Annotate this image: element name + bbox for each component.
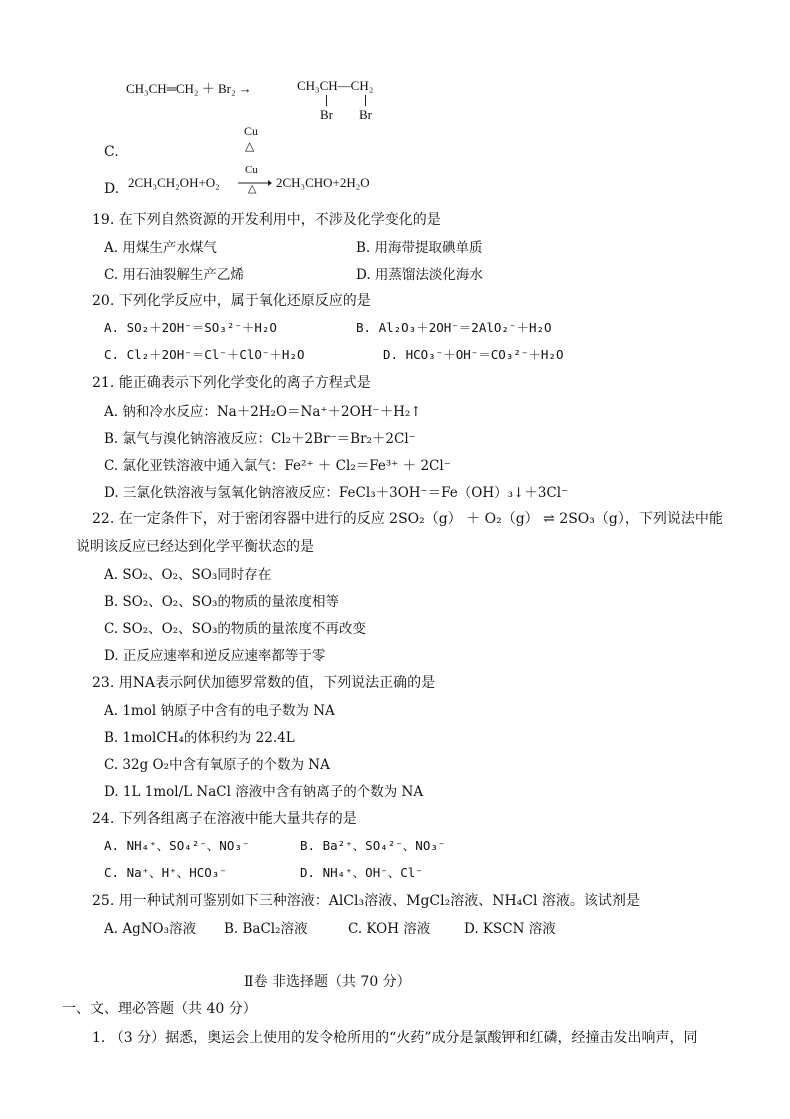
q23-stem: 23. 用NA表示阿伏加德罗常数的值，下列说法正确的是 xyxy=(92,675,436,691)
q22-option-a: A. SO₂、O₂、SO₃同时存在 xyxy=(104,567,272,583)
q24-stem: 24. 下列各组离子在溶液中能大量共存的是 xyxy=(92,811,357,827)
option-c-label: C. xyxy=(104,144,119,160)
q23-option-b: B. 1molCH₄的体积约为 22.4L xyxy=(104,730,295,746)
q19-option-d: D. 用蒸馏法淡化海水 xyxy=(356,267,483,283)
q20-stem: 20. 下列化学反应中，属于氧化还原反应的是 xyxy=(92,293,371,309)
reaction-c-rhs: CH₃CH—CH₂ xyxy=(297,78,374,93)
q22-stem-line1: 22. 在一定条件下，对于密闭容器中进行的反应 2SO₂（g） ＋ O₂（g） ⇌ 2SO₃（g），下列说法中能 xyxy=(92,511,723,527)
q21-option-d: D. 三氯化铁溶液与氢氧化钠溶液反应：FeCl₃＋3OH⁻＝Fe（OH）₃↓＋3Cl⁻ xyxy=(104,485,569,501)
reaction-d-rhs: 2CH₃CHO+2H₂O xyxy=(276,175,370,190)
q19-option-a: A. 用煤生产水煤气 xyxy=(104,240,217,256)
reaction-d-lhs: 2CH₃CH₂OH+O₂ xyxy=(128,175,220,190)
q19-stem: 19. 在下列自然资源的开发利用中，不涉及化学变化的是 xyxy=(92,212,441,228)
bromine-label-2: Br xyxy=(359,107,372,122)
q20-option-c: C. Cl₂＋2OH⁻＝Cl⁻＋ClO⁻＋H₂O xyxy=(104,347,305,362)
q25-option-d: D. KSCN 溶液 xyxy=(464,921,556,937)
q21-option-a: A. 钠和冷水反应：Na＋2H₂O＝Na⁺＋2OH⁻＋H₂↑ xyxy=(104,404,422,420)
q24-option-b: B. Ba²⁺、SO₄²⁻、NO₃⁻ xyxy=(300,838,446,853)
q24-option-a: A. NH₄⁺、SO₄²⁻、NO₃⁻ xyxy=(104,838,250,853)
q1-line: 1. （3 分）据悉，奥运会上使用的发令枪所用的“火药”成分是氯酸钾和红磷，经撞击发出响声，同 xyxy=(92,1030,698,1046)
reaction-c-lhs: CH₃CH═CH₂ ＋ Br₂ → xyxy=(126,81,252,96)
q24-option-c: C. Na⁺、H⁺、HCO₃⁻ xyxy=(104,865,227,880)
q21-option-c: C. 氯化亚铁溶液中通入氯气：Fe²⁺ ＋ Cl₂＝Fe³⁺ ＋ 2Cl⁻ xyxy=(104,458,451,474)
section-2-title: Ⅱ卷 非选择题（共 70 分） xyxy=(244,974,411,990)
q22-option-d: D. 正反应速率和逆反应速率都等于零 xyxy=(104,648,326,664)
q21-option-b: B. 氯气与溴化钠溶液反应：Cl₂＋2Br⁻＝Br₂＋2Cl⁻ xyxy=(104,431,416,447)
q19-option-b: B. 用海带提取碘单质 xyxy=(356,240,483,256)
q23-option-d: D. 1L 1mol/L NaCl 溶液中含有钠离子的个数为 NA xyxy=(104,784,424,800)
q23-option-a: A. 1mol 钠原子中含有的电子数为 NA xyxy=(104,703,335,719)
option-d-label: D. xyxy=(104,181,120,197)
q22-option-b: B. SO₂、O₂、SO₃的物质的量浓度相等 xyxy=(104,594,339,610)
q22-option-c: C. SO₂、O₂、SO₃的物质的量浓度不再改变 xyxy=(104,621,366,637)
heat-symbol-d: △ xyxy=(248,183,257,195)
q25-option-b: B. BaCl₂溶液 xyxy=(224,921,308,937)
bromine-label-1: Br xyxy=(320,107,333,122)
q24-option-d: D. NH₄⁺、OH⁻、Cl⁻ xyxy=(300,865,423,880)
part-1-title: 一、文、理必答题（共 40 分） xyxy=(62,1001,257,1017)
q20-option-d: D. HCO₃⁻＋OH⁻＝CO₃²⁻＋H₂O xyxy=(383,347,564,362)
q23-option-c: C. 32g O₂中含有氧原子的个数为 NA xyxy=(104,757,330,773)
q25-option-c: C. KOH 溶液 xyxy=(348,921,431,937)
catalyst-label-d: Cu xyxy=(245,164,258,176)
q25-stem: 25. 用一种试剂可鉴别如下三种溶液：AlCl₃溶液、MgCl₂溶液、NH₄Cl 溶液。该试剂是 xyxy=(92,893,640,909)
q20-option-b: B. Al₂O₃＋2OH⁻＝2AlO₂⁻＋H₂O xyxy=(356,320,552,335)
heat-symbol-c: △ xyxy=(245,139,255,153)
q25-option-a: A. AgNO₃溶液 xyxy=(104,921,197,937)
bond-line-2 xyxy=(365,95,366,106)
q21-stem: 21. 能正确表示下列化学变化的离子方程式是 xyxy=(92,375,371,391)
q22-stem-line2: 说明该反应已经达到化学平衡状态的是 xyxy=(76,539,314,555)
q20-option-a: A. SO₂＋2OH⁻＝SO₃²⁻＋H₂O xyxy=(104,320,277,335)
bond-line-1 xyxy=(326,95,327,106)
q19-option-c: C. 用石油裂解生产乙烯 xyxy=(104,267,244,283)
catalyst-label-c: Cu xyxy=(244,124,259,138)
